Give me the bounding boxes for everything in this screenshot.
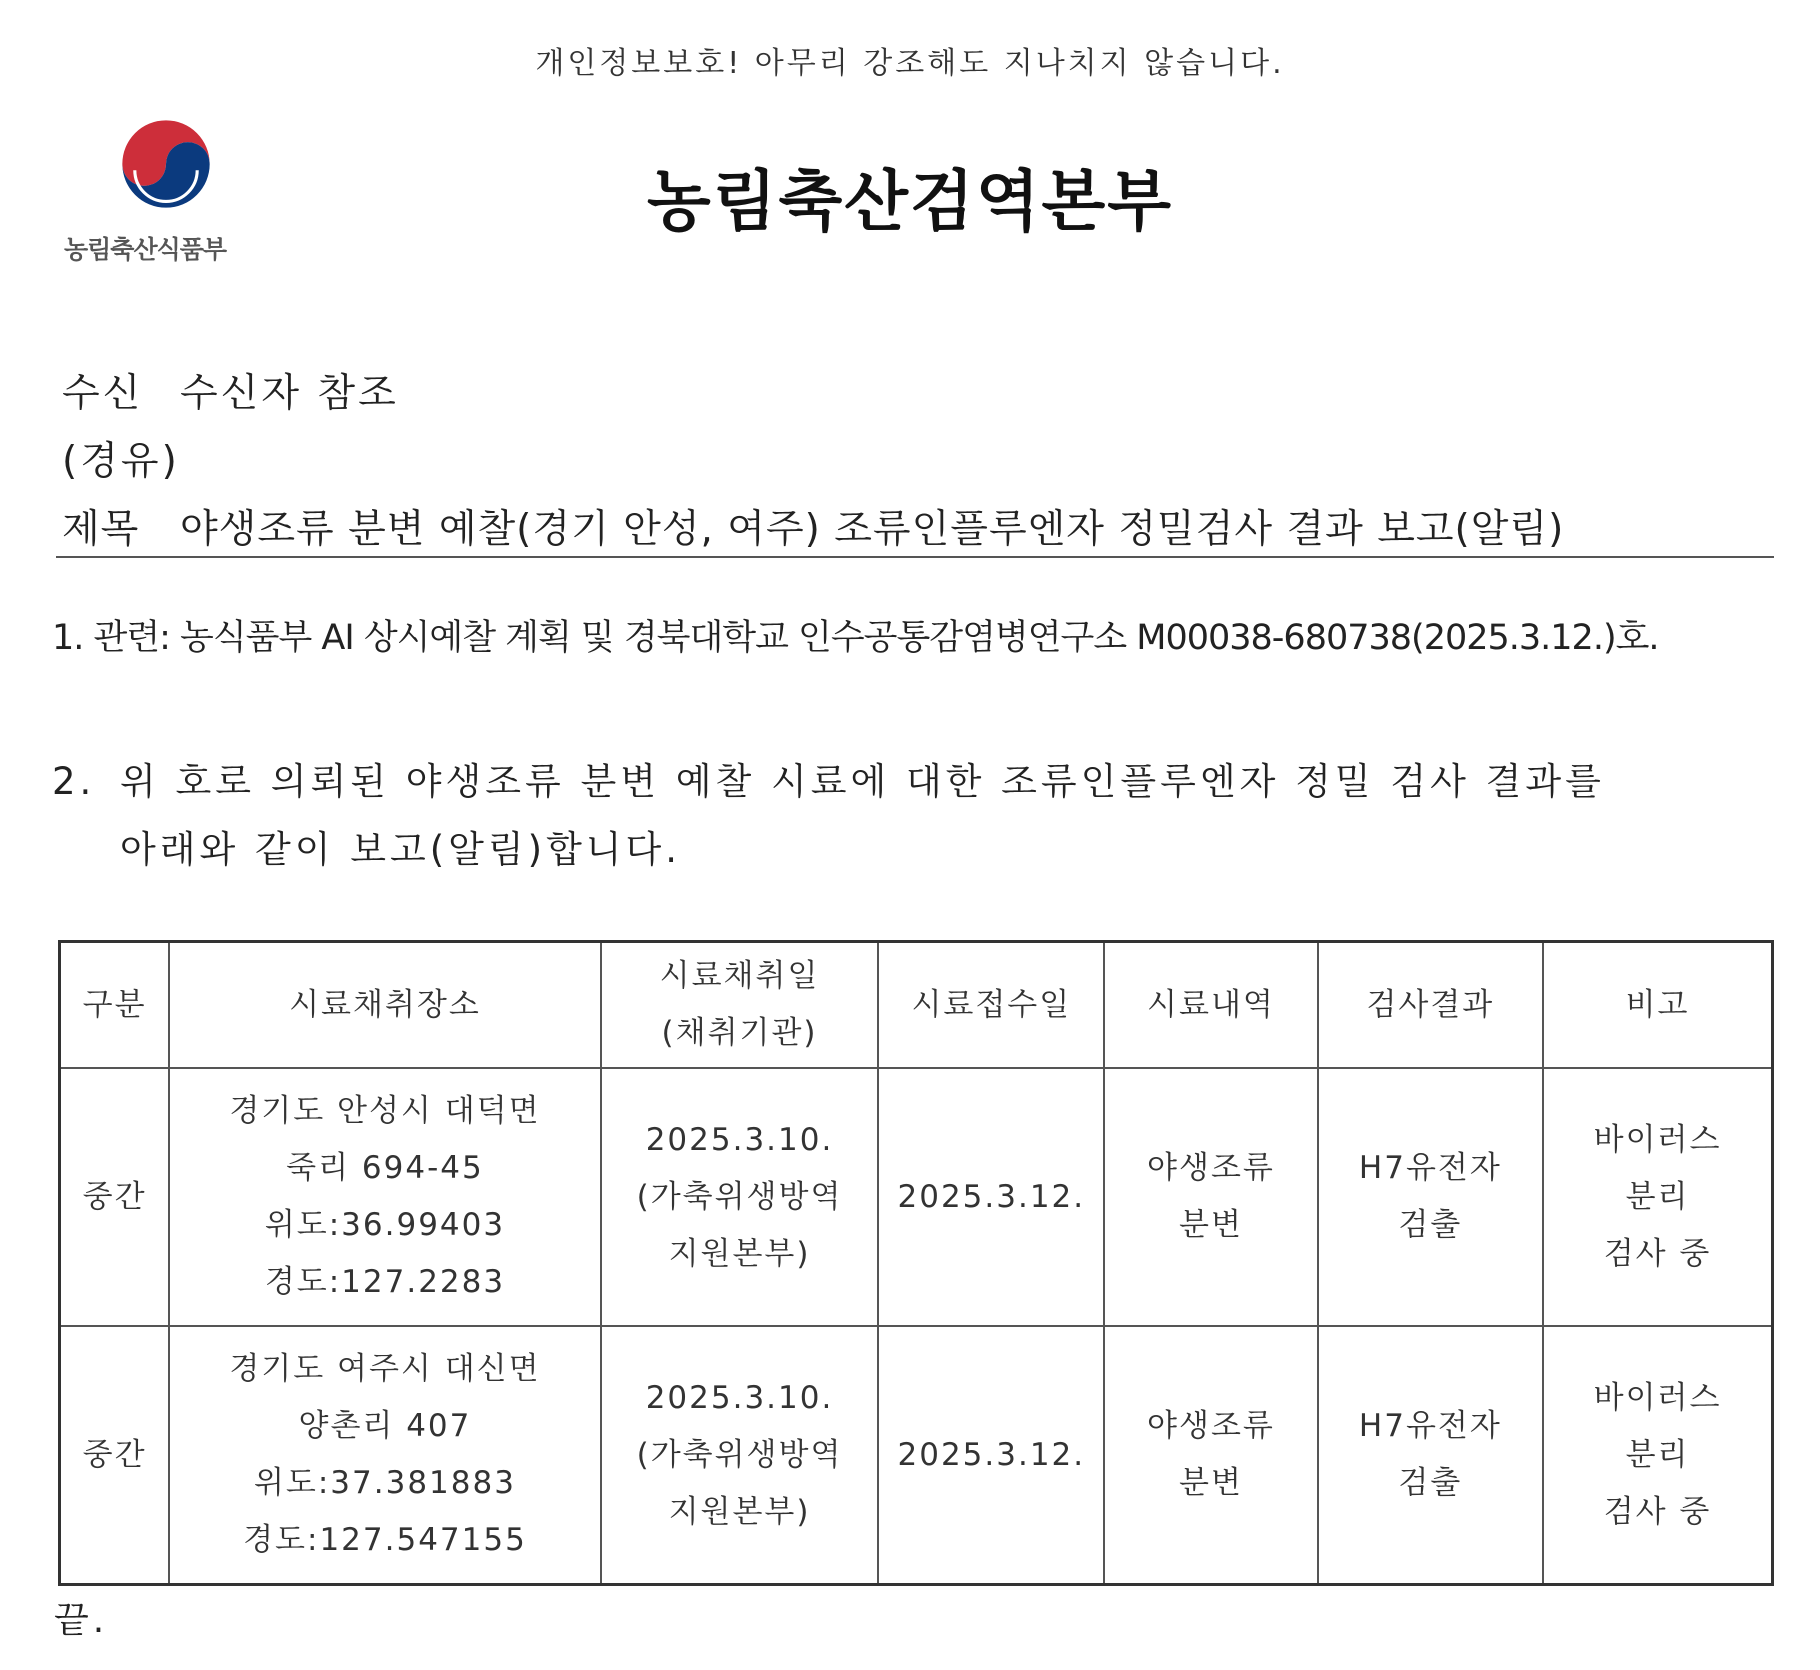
note-line2: 분리 [1625, 1178, 1690, 1215]
org-title: 농림축산검역본부 [646, 163, 1174, 240]
table-row [60, 1326, 1773, 1585]
note-line2: 분리 [1625, 1436, 1690, 1473]
location-latitude: 위도:37.381883 [253, 1465, 516, 1501]
header-category: 구분 [60, 942, 170, 1069]
location-lot: 죽리 694-45 [286, 1150, 484, 1186]
note-line3: 검사 중 [1603, 1493, 1712, 1530]
cell-category: 중간 [60, 1068, 170, 1326]
location-longitude: 경도:127.2283 [264, 1264, 506, 1300]
cell-received: 2025.3.12. [878, 1068, 1104, 1326]
result-line2: 검출 [1398, 1465, 1463, 1501]
header-received: 시료접수일 [878, 942, 1104, 1069]
sample-line1: 야생조류 [1147, 1408, 1275, 1444]
via-line [62, 430, 180, 486]
header-location: 시료채취장소 [169, 942, 600, 1069]
paragraph-report [52, 748, 1772, 884]
agency-line1: (가축위생방역 [636, 1436, 843, 1473]
end-mark: 끝. [54, 1600, 109, 1641]
results-table [58, 940, 1774, 1586]
location-lot: 양촌리 407 [298, 1408, 472, 1444]
header-result: 검사결과 [1318, 942, 1543, 1069]
result-line1: H7유전자 [1358, 1150, 1502, 1186]
paragraph-reference: 1. 관련: 농식품부 AI 상시예찰 계획 및 경북대학교 인수공통감염병연구소 M00038-680738(2025.3.12.)호. [52, 618, 1659, 658]
subject-value: 야생조류 분변 예찰(경기 안성, 여주) 조류인플루엔자 정밀검사 결과 보고(알림) [180, 507, 1565, 552]
paragraph-line-2: 아래와 같이 보고(알림)합니다. [120, 828, 682, 871]
location-longitude: 경도:127.547155 [243, 1522, 527, 1558]
header-sample: 시료내역 [1104, 942, 1317, 1069]
paragraph-number: 2. [52, 760, 96, 803]
paragraph-line-1: 위 호로 의뢰된 야생조류 분변 예찰 시료에 대한 조류인플루엔자 정밀 검사 결과를 [120, 760, 1605, 803]
result-line2: 검출 [1398, 1207, 1463, 1243]
cell-result [1318, 1326, 1543, 1585]
cell-category: 중간 [60, 1326, 170, 1585]
subject-line [62, 498, 1564, 554]
sample-line2: 분변 [1179, 1465, 1243, 1501]
location-address: 경기도 여주시 대신면 [229, 1351, 541, 1387]
note-line3: 검사 중 [1603, 1235, 1712, 1272]
privacy-banner: 개인정보보호! 아무리 강조해도 지나치지 않습니다. [535, 46, 1285, 81]
agency-line2: 지원본부) [668, 1235, 811, 1272]
agency-line2: 지원본부) [668, 1493, 811, 1530]
cell-sample [1104, 1068, 1317, 1326]
via-label: (경유) [62, 439, 180, 484]
sample-line1: 야생조류 [1147, 1150, 1275, 1186]
header-date [601, 942, 879, 1069]
header-note: 비고 [1543, 942, 1772, 1069]
header-date-line2: (채취기관) [661, 1015, 818, 1051]
header-date-line1: 시료채취일 [659, 958, 820, 994]
recipient-line [62, 362, 399, 418]
ministry-name: 농림축산식품부 [64, 235, 227, 264]
cell-location [169, 1326, 600, 1585]
sample-date: 2025.3.10. [645, 1121, 834, 1158]
cell-note [1543, 1068, 1772, 1326]
sample-date: 2025.3.10. [645, 1379, 834, 1416]
result-line1: H7유전자 [1358, 1408, 1502, 1444]
cell-location [169, 1068, 600, 1326]
sample-line2: 분변 [1179, 1207, 1243, 1243]
note-line1: 바이러스 [1593, 1121, 1722, 1158]
location-latitude: 위도:36.99403 [264, 1207, 506, 1243]
subject-label: 제목 [62, 507, 140, 552]
location-address: 경기도 안성시 대덕면 [229, 1093, 541, 1129]
table-header-row [60, 942, 1773, 1069]
agency-line1: (가축위생방역 [636, 1178, 843, 1215]
cell-note [1543, 1326, 1772, 1585]
header-divider [56, 556, 1774, 558]
cell-sample [1104, 1326, 1317, 1585]
cell-date [601, 1326, 879, 1585]
cell-date [601, 1068, 879, 1326]
recipient-value: 수신자 참조 [180, 371, 399, 416]
note-line1: 바이러스 [1593, 1379, 1722, 1416]
cell-received: 2025.3.12. [878, 1326, 1104, 1585]
recipient-label: 수신 [62, 371, 144, 416]
table-row [60, 1068, 1773, 1326]
cell-result [1318, 1068, 1543, 1326]
